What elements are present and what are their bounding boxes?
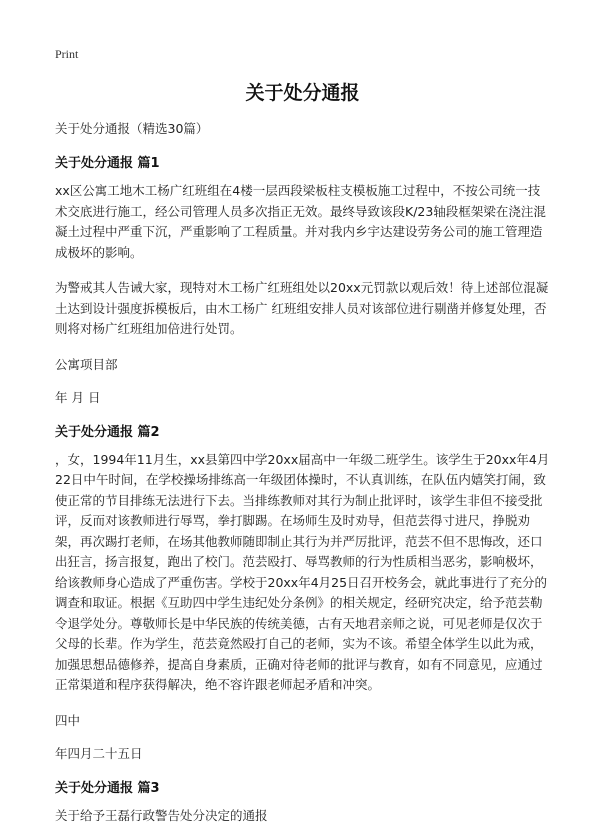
section-2-signature: 四中 [55, 712, 81, 728]
section-heading-1: 关于处分通报 篇1 [55, 156, 160, 171]
section-1-date: 年 月 日 [55, 389, 101, 405]
section-heading-2: 关于处分通报 篇2 [55, 424, 160, 440]
section-1-paragraph-1: xx区公寓工地木工杨广红班组在4楼一层西段梁板柱支模板施工过程中，不按公司统一技术交底进行施工，经公司管理人员多次指正无效。最终导致该段K/23轴段框架梁在浇注混凝土过程中严重下沉，严重影响了工程质量。并对我内乡宇达建设劳务公司的施工管理造成极坏的影响。 [55, 183, 546, 260]
document-subtitle: 关于处分通报（精选30篇） [55, 121, 209, 136]
section-1-paragraph-2: 为警戒其人告诫大家，现特对木工杨广红班组处以20xx元罚款以观后效！待上述部位混凝土达到设计强度拆模板后，由木工杨广 红班组安排人员对该部位进行剔凿并修复处理，否则将对杨广红班组加倍进行处罚。 [55, 280, 549, 336]
section-1-signature: 公寓项目部 [55, 356, 118, 372]
section-3-first-line: 关于给予王磊行政警告处分决定的通报 [55, 807, 268, 823]
section-heading-3: 关于处分通报 篇3 [55, 780, 160, 796]
section-2-paragraph-1: ，女，1994年11月生，xx县第四中学20xx届高中一年级二班学生。该学生于20xx年4月22日中午时间，在学校操场排练高一年级团体操时，不认真训练，在队伍内嬉笑打闹，致使正常的节目排练无法进行下去。当排练教师对其行为制止批评时，该学生非但不接受批评，反而对该教师进行辱骂，拳打脚踢。在场师生及时劝导，但范芸得寸进尺，挣脱劝架，再次踢打老师，在场其他教师随即制止其行为并严厉批评，范芸不但不思悔改，还口出狂言，扬言报复，跑出了校门。范芸殴打、辱骂教师的行为性质相当恶劣，影响极坏，给该教师身心造成了严重伤害。学校于20xx年4月25日召开校务会，就此事进行了充分的调查和取证。根据《互助四中学生违纪处分条例》的相关规定，经研究决定，给予范芸勒令退学处分。尊敬师长是中华民族的传统美德，古有天地君亲师之说，可见老师是仅次于父母的长辈。作为学生，范芸竟然殴打自己的老师，实为不该。希望全体学生以此为戒，加强思想品德修养，提高自身素质，正确对待老师的批评与教育，如有不同意见，应通过正常渠道和程序获得解决，绝不容许跟老师起矛盾和冲突。 [55, 451, 550, 692]
print-link[interactable]: Print [55, 47, 79, 61]
document-body [55, 78, 550, 839]
page-title: 关于处分通报 [245, 82, 360, 104]
section-2-date: 年四月二十五日 [55, 745, 143, 761]
